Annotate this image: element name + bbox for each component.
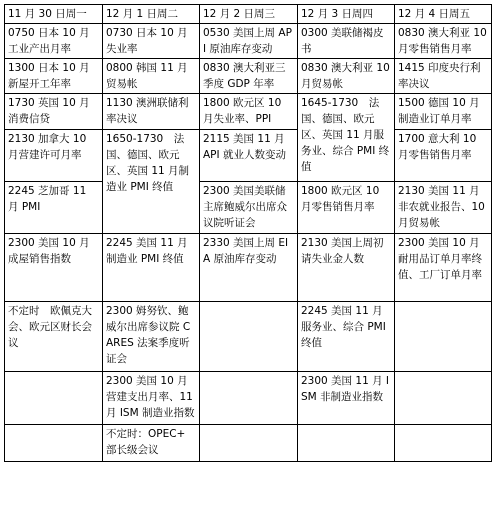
empty-cell — [298, 425, 395, 462]
table-row — [5, 425, 492, 462]
event-cell: 2300 美国 10 月营建支出月率、11 月 ISM 制造业指数 — [103, 372, 200, 425]
day-header-mon: 11 月 30 日周一 — [5, 5, 103, 24]
table-row — [5, 372, 492, 425]
empty-cell — [200, 302, 298, 372]
event-cell: 1415 印度央行利率决议 — [395, 59, 492, 94]
table-row — [5, 94, 492, 130]
empty-cell — [395, 372, 492, 425]
event-cell: 0830 澳大利亚三季度 GDP 年率 — [200, 59, 298, 94]
event-cell: 2300 姆努钦、鲍威尔出席参议院 CARES 法案季度听证会 — [103, 302, 200, 372]
event-cell: 2300 美国 10 月成屋销售指数 — [5, 234, 103, 302]
day-header-wed: 12 月 2 日周三 — [200, 5, 298, 24]
event-cell: 1800 欧元区 10 月零售销售月率 — [298, 182, 395, 234]
event-cell: 0300 美联储褐皮书 — [298, 24, 395, 59]
day-header-fri: 12 月 4 日周五 — [395, 5, 492, 24]
day-header-thu: 12 月 3 日周四 — [298, 5, 395, 24]
event-cell: 1300 日本 10 月新屋开工年率 — [5, 59, 103, 94]
event-cell: 2330 美国上周 EIA 原油库存变动 — [200, 234, 298, 302]
event-cell: 2245 美国 11 月服务业、综合 PMI 终值 — [298, 302, 395, 372]
event-cell: 1800 欧元区 10 月失业率、PPI — [200, 94, 298, 130]
event-cell: 2300 美国 10 月耐用品订单月率终值、工厂订单月率 — [395, 234, 492, 302]
event-cell: 0750 日本 10 月工业产出月率 — [5, 24, 103, 59]
empty-cell — [200, 372, 298, 425]
empty-cell — [5, 425, 103, 462]
empty-cell — [5, 372, 103, 425]
event-cell: 2115 美国 11 月 API 就业人数变动 — [200, 130, 298, 182]
event-cell: 2300 美国 11 月 ISM 非制造业指数 — [298, 372, 395, 425]
event-cell: 0730 日本 10 月失业率 — [103, 24, 200, 59]
event-cell: 0530 美国上周 API 原油库存变动 — [200, 24, 298, 59]
day-header-tue: 12 月 1 日周二 — [103, 5, 200, 24]
event-cell: 1650-1730 法国、德国、欧元区、英国 11 月制造业 PMI 终值 — [103, 130, 200, 234]
event-cell: 1730 英国 10 月消费信贷 — [5, 94, 103, 130]
table-row — [5, 24, 492, 59]
event-cell: 1500 德国 10 月制造业订单月率 — [395, 94, 492, 130]
event-cell: 2245 美国 11 月制造业 PMI 终值 — [103, 234, 200, 302]
event-cell: 1700 意大利 10 月零售销售月率 — [395, 130, 492, 182]
economic-calendar-table — [4, 4, 492, 462]
empty-cell — [395, 425, 492, 462]
event-cell: 0800 韩国 11 月贸易帐 — [103, 59, 200, 94]
table-row — [5, 59, 492, 94]
event-cell: 1645-1730 法国、德国、欧元区、英国 11 月服务业、综合 PMI 终值 — [298, 94, 395, 182]
event-cell: 2130 加拿大 10 月营建许可月率 — [5, 130, 103, 182]
empty-cell — [395, 302, 492, 372]
event-cell: 0830 澳大利亚 10 月贸易帐 — [298, 59, 395, 94]
table-row — [5, 302, 492, 372]
event-cell: 2300 美国美联储主席鲍威尔出席众议院听证会 — [200, 182, 298, 234]
event-cell: 2130 美国上周初请失业金人数 — [298, 234, 395, 302]
table-row — [5, 234, 492, 302]
event-cell: 不定时：OPEC+ 部长级会议 — [103, 425, 200, 462]
event-cell: 0830 澳大利亚 10 月零售销售月率 — [395, 24, 492, 59]
table-row — [5, 182, 492, 234]
table-row — [5, 130, 492, 182]
header-row — [5, 5, 492, 24]
empty-cell — [200, 425, 298, 462]
event-cell: 1130 澳洲联储利率决议 — [103, 94, 200, 130]
event-cell: 2245 芝加哥 11 月 PMI — [5, 182, 103, 234]
event-cell: 不定时 欧佩克大会、欧元区财长会议 — [5, 302, 103, 372]
event-cell: 2130 美国 11 月非农就业报告、10 月贸易帐 — [395, 182, 492, 234]
